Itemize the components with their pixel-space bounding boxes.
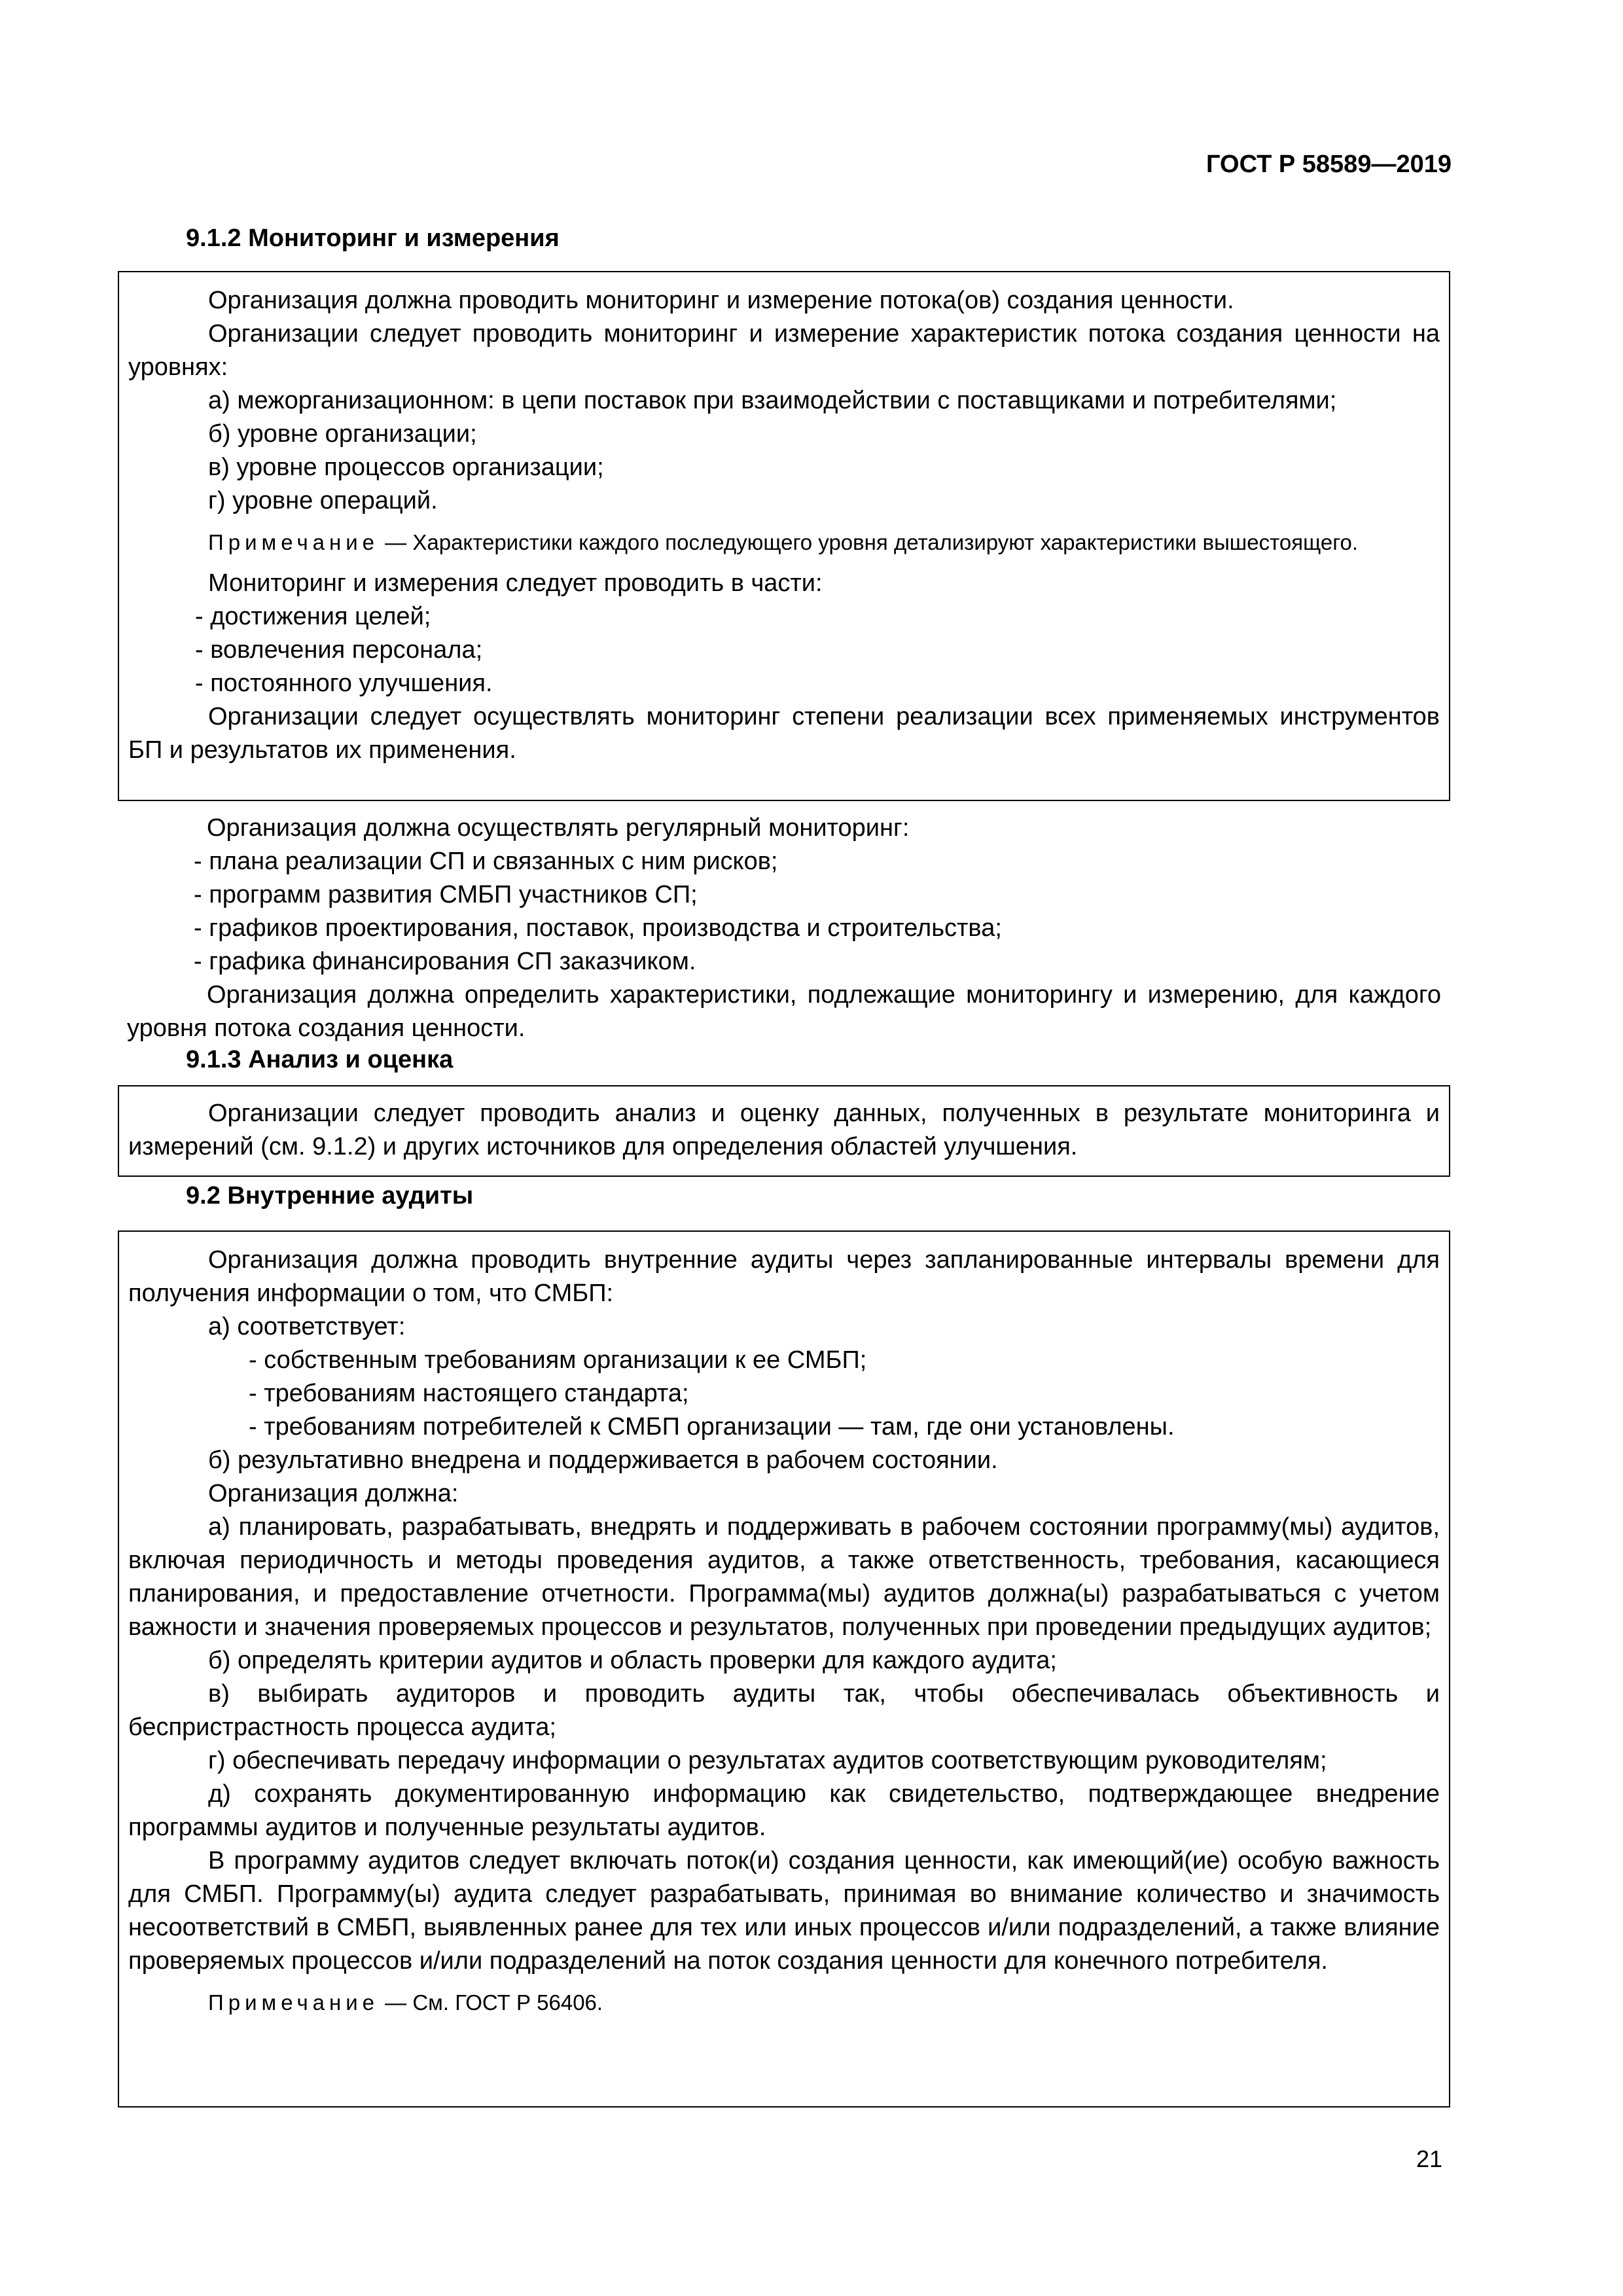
paragraph: В программу аудитов следует включать поток(и) создания ценности, как имеющий(ие) особую важность для СМБП. Программу(ы) аудита следует разрабатывать, принимая во внимание количество и значимость несоответствий в СМБП, выявленных ранее для тех или иных процессов и/или подразделений, а также влияние проверяемых процессов и/или подразделений на поток создания ценности для конечного потребителя. [128, 1847, 1440, 1975]
duty-item: в) выбирать аудиторов и проводить аудиты так, чтобы обеспечивалась объективность и беспристрастность процесса аудита; [128, 1680, 1440, 1741]
requirements-box-9-1-3 [118, 1085, 1450, 1177]
list-item: - достижения целей; [195, 603, 431, 630]
duty-item: г) обеспечивать передачу информации о результатах аудитов соответствующим руководителям; [208, 1747, 1327, 1774]
requirements-box-9-2 [118, 1230, 1450, 2108]
list-item: - собственным требованиям организации к ее СМБП; [249, 1346, 867, 1374]
section-9-2-heading: 9.2 Внутренние аудиты [186, 1182, 474, 1210]
paragraph: Организации следует проводить анализ и оценку данных, полученных в результате мониторинга и измерений (см. 9.1.2) и других источников для определения областей улучшения. [128, 1100, 1440, 1160]
list-item: г) уровне операций. [208, 487, 438, 514]
list-item: - графика финансирования СП заказчиком. [194, 948, 696, 975]
standard-designation: ГОСТ Р 58589—2019 [1206, 151, 1452, 178]
note [128, 528, 1440, 556]
list-item: а) межорганизационном: в цепи поставок при взаимодействии с поставщиками и потребителями; [208, 387, 1337, 414]
section-9-1-2-text [118, 812, 1450, 1045]
duty-item: д) сохранять документированную информацию как свидетельство, подтверждающее внедрение программы аудитов и полученные результаты аудитов. [128, 1780, 1440, 1841]
paragraph: Организации следует осуществлять мониторинг степени реализации всех применяемых инструментов БП и результатов их применения. [128, 703, 1440, 764]
list-item: - требованиям потребителей к СМБП организации — там, где они установлены. [249, 1413, 1175, 1441]
duty-item: б) определять критерии аудитов и область проверки для каждого аудита; [208, 1647, 1057, 1674]
paragraph: Организация должна: [208, 1480, 459, 1507]
list-item: - плана реализации СП и связанных с ним рисков; [194, 848, 778, 875]
paragraph: Организации следует проводить мониторинг и измерение характеристик потока создания ценности на уровнях: [128, 320, 1440, 381]
list-item: б) уровне организации; [208, 420, 477, 448]
requirements-box-9-1-2 [118, 271, 1450, 801]
list-item: - постоянного улучшения. [195, 670, 493, 697]
list-item: - программ развития СМБП участников СП; [194, 881, 698, 908]
note-label: Примечание [208, 1990, 380, 2015]
page-number: 21 [1416, 2145, 1442, 2172]
section-9-1-2-heading: 9.1.2 Мониторинг и измерения [186, 224, 560, 252]
list-item: - вовлечения персонала; [195, 636, 483, 664]
paragraph: Организация должна проводить внутренние аудиты через запланированные интервалы времени для получения информации о том, что СМБП: [128, 1246, 1440, 1307]
list-item: - требованиям настоящего стандарта; [249, 1380, 689, 1407]
paragraph: Организация должна определить характеристики, подлежащие мониторингу и измерению, для каждого уровня потока создания ценности. [127, 981, 1441, 1042]
list-item: в) уровне процессов организации; [208, 454, 604, 481]
list-item: а) соответствует: [208, 1313, 406, 1340]
paragraph: Организация должна проводить мониторинг и измерение потока(ов) создания ценности. [208, 287, 1234, 314]
paragraph: Мониторинг и измерения следует проводить в части: [208, 569, 823, 597]
note-text: — Характеристики каждого последующего уровня детализируют характеристики вышестоящего. [379, 530, 1359, 554]
duty-item: а) планировать, разрабатывать, внедрять и поддерживать в рабочем состоянии программу(мы) аудитов, включая периодичность и методы проведения аудитов, а также ответственность, требования, касающиеся планирования, и предоставление отчетности. Программа(мы) аудитов должна(ы) разрабатываться с учетом важности и значения проверяемых процессов и результатов, полученных при проведении предыдущих аудитов; [128, 1513, 1440, 1641]
note [128, 1988, 1440, 2017]
note-label: Примечание [208, 530, 380, 554]
section-9-1-3-heading: 9.1.3 Анализ и оценка [186, 1046, 454, 1073]
list-item: - графиков проектирования, поставок, производства и строительства; [194, 914, 1002, 942]
list-item: б) результативно внедрена и поддерживается в рабочем состоянии. [208, 1446, 998, 1474]
paragraph: Организация должна осуществлять регулярный мониторинг: [207, 814, 910, 842]
note-text: — См. ГОСТ Р 56406. [379, 1990, 603, 2015]
